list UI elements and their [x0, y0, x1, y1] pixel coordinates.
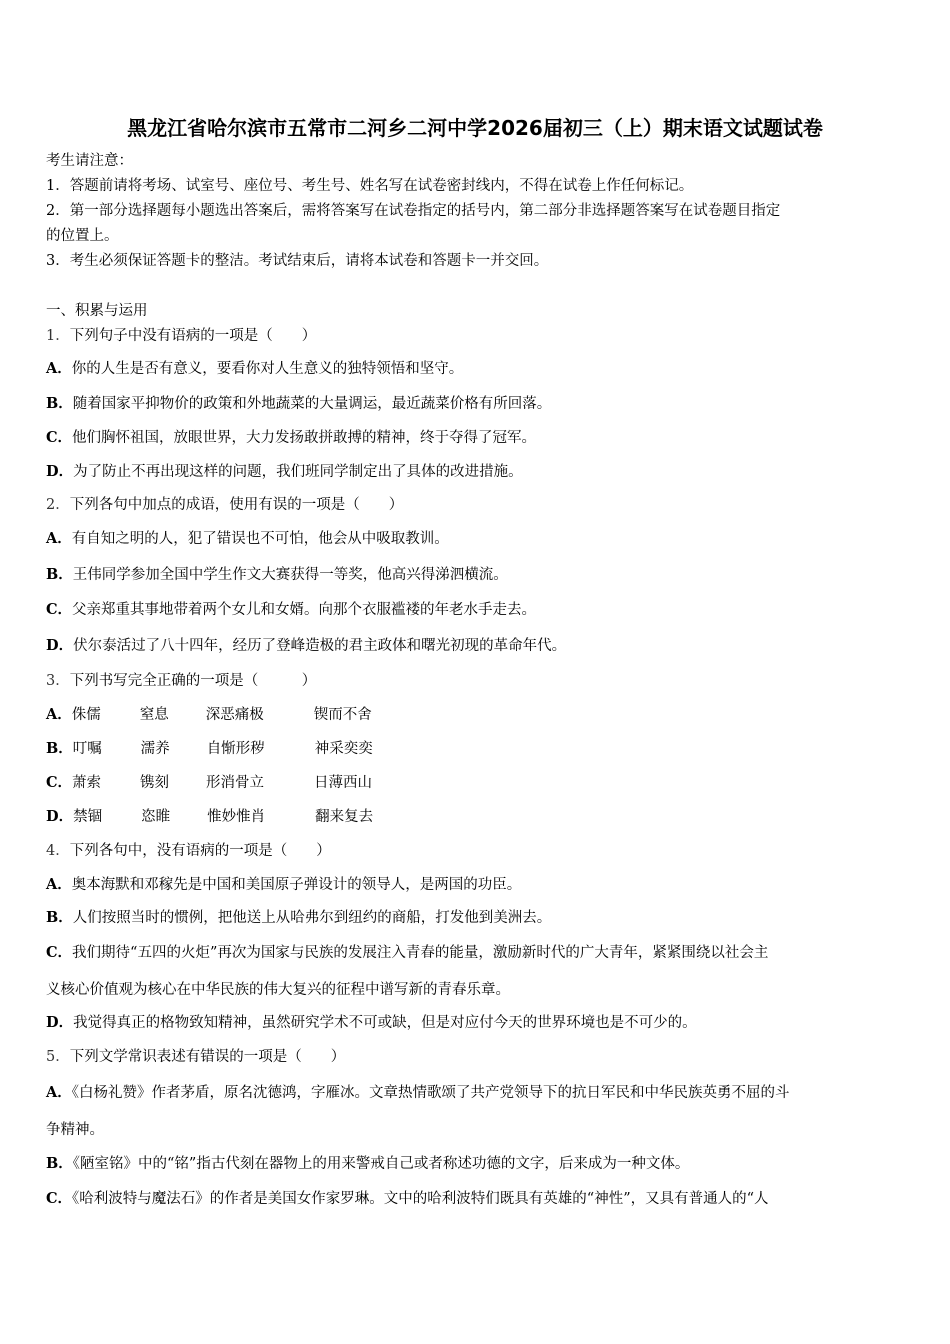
option-label: B． — [46, 909, 73, 926]
word-1: 萧索 — [72, 775, 102, 791]
word-4: 神采奕奕 — [314, 741, 373, 757]
option-text: 他们胸怀祖国，放眼世界，大力发扬敢拼敢搏的精神，终于夺得了冠军。 — [72, 430, 537, 446]
option-label: C． — [46, 774, 73, 791]
option-label: B． — [46, 395, 73, 412]
option-label: D． — [46, 808, 74, 825]
option-text: 争精神。 — [46, 1122, 104, 1138]
option-text: 王伟同学参加全国中学生作文大赛获得一等奖，他高兴得涕泗横流。 — [72, 567, 508, 583]
question-4-stem — [46, 841, 331, 861]
option-row — [46, 462, 523, 482]
question-3-stem — [46, 671, 316, 691]
option-row — [46, 529, 449, 549]
word-4: 日薄西山 — [314, 775, 373, 791]
option-row — [46, 1013, 697, 1033]
word-2: 镌刻 — [140, 775, 170, 791]
question-1-stem — [46, 326, 316, 346]
option-text: 随着国家平抑物价的政策和外地蔬菜的大量调运，最近蔬菜价格有所回落。 — [72, 396, 552, 412]
option-text: 人们按照当时的惯例，把他送上从哈弗尔到纽约的商船，打发他到美洲去。 — [72, 910, 552, 926]
option-label: D． — [46, 637, 74, 654]
question-number: 5． — [46, 1049, 70, 1065]
question-5-stem — [46, 1047, 345, 1067]
word-3: 自惭形秽 — [206, 741, 265, 757]
option-label: C． — [46, 429, 73, 446]
word-4: 翻来复去 — [315, 809, 374, 825]
option-row — [46, 739, 373, 759]
option-label: B． — [46, 1155, 73, 1172]
question-number: 4． — [46, 843, 70, 859]
notice-heading: 考生请注意： — [46, 153, 133, 169]
option-row — [46, 875, 521, 895]
option-label: C． — [46, 1190, 73, 1207]
word-1: 侏儒 — [71, 707, 101, 723]
option-row — [46, 428, 536, 448]
word-2: 窒息 — [139, 707, 169, 723]
option-label: D． — [46, 1014, 74, 1031]
question-stem: 下列各句中加点的成语，使用有误的一项是（ ） — [69, 497, 404, 513]
option-row — [46, 773, 372, 793]
word-4: 锲而不舍 — [313, 707, 372, 723]
word-2: 濡养 — [140, 741, 170, 757]
option-text: 《陋室铭》中的“铭”指古代刻在器物上的用来警戒自己或者称述功德的文字，后来成为一种文体。 — [72, 1156, 690, 1172]
notice-item: 1．答题前请将考场、试室号、座位号、考生号、姓名写在试卷密封线内，不得在试卷上作任何标记。 — [46, 178, 694, 194]
section-heading: 一、积累与运用 — [46, 303, 148, 319]
option-label: A． — [46, 530, 72, 547]
question-stem: 下列文学常识表述有错误的一项是（ ） — [69, 1049, 346, 1065]
option-row — [46, 1154, 689, 1174]
option-row — [46, 636, 566, 656]
word-3: 形消骨立 — [206, 775, 265, 791]
option-row — [46, 394, 551, 414]
option-text: 《哈利波特与魔法石》的作者是美国女作家罗琳。文中的哈利波特们既具有英雄的“神性”，又具有普通人的“人 — [72, 1191, 769, 1207]
word-1: 禁锢 — [73, 809, 103, 825]
option-row — [46, 908, 551, 928]
option-row — [46, 359, 463, 379]
word-1: 叮嘱 — [72, 741, 102, 757]
option-text: 奥本海默和邓稼先是中国和美国原子弹设计的领导人，是两国的功臣。 — [71, 877, 522, 893]
notice-item: 2．第一部分选择题每小题选出答案后，需将答案写在试卷指定的括号内，第二部分非选择题答案写在试卷题目指定 — [46, 203, 781, 219]
option-label: A． — [46, 706, 72, 723]
option-row — [46, 565, 508, 585]
option-row — [46, 1189, 769, 1209]
option-text: 我觉得真正的格物致知精神，虽然研究学术不可或缺，但是对应付今天的世界环境也是不可少的。 — [73, 1015, 697, 1031]
question-number: 2． — [46, 497, 70, 513]
option-label: C． — [46, 601, 73, 618]
question-2-stem — [46, 495, 403, 515]
question-number: 1． — [46, 328, 70, 344]
question-stem: 下列句子中没有语病的一项是（ ） — [69, 328, 317, 344]
option-continuation — [46, 980, 510, 1000]
option-label: B． — [46, 740, 73, 757]
option-text: 父亲郑重其事地带着两个女儿和女婿。向那个衣服褴褛的年老水手走去。 — [72, 602, 537, 618]
option-row — [46, 705, 372, 725]
question-number: 3． — [46, 673, 70, 689]
option-row — [46, 600, 536, 620]
page-title: 黑龙江省哈尔滨市五常市二河乡二河中学2026届初三（上）期末语文试题试卷 — [127, 116, 823, 140]
option-row — [46, 1083, 790, 1103]
option-label: B． — [46, 566, 73, 583]
option-text: 《白杨礼赞》作者茅盾，原名沈德鸿，字雁冰。文章热情歌颂了共产党领导下的抗日军民和中华民族英勇不屈的斗 — [71, 1085, 790, 1101]
option-label: C． — [46, 944, 73, 961]
notice-item: 的位置上。 — [46, 228, 119, 244]
option-row — [46, 943, 768, 963]
notice-item: 3．考生必须保证答题卡的整洁。考试结束后，请将本试卷和答题卡一并交回。 — [46, 253, 549, 269]
option-text: 为了防止不再出现这样的问题，我们班同学制定出了具体的改进措施。 — [73, 464, 523, 480]
word-3: 深恶痛极 — [205, 707, 264, 723]
option-continuation — [46, 1120, 104, 1140]
option-text: 你的人生是否有意义，要看你对人生意义的独特领悟和坚守。 — [71, 361, 464, 377]
option-label: A． — [46, 360, 72, 377]
option-label: A． — [46, 1084, 72, 1101]
question-stem: 下列书写完全正确的一项是（ ） — [69, 673, 317, 689]
option-text: 我们期待“五四的火炬”再次为国家与民族的发展注入青春的能量，激励新时代的广大青年，紧紧围绕以社会主 — [72, 945, 769, 961]
word-3: 惟妙惟肖 — [207, 809, 266, 825]
word-2: 恣睢 — [141, 809, 171, 825]
option-text: 义核心价值观为核心在中华民族的伟大复兴的征程中谱写新的青春乐章。 — [46, 982, 510, 998]
question-stem: 下列各句中，没有语病的一项是（ ） — [69, 843, 331, 859]
option-text: 伏尔泰活过了八十四年，经历了登峰造极的君主政体和曙光初现的革命年代。 — [73, 638, 567, 654]
option-text: 有自知之明的人，犯了错误也不可怕，他会从中吸取教训。 — [71, 531, 449, 547]
option-label: A． — [46, 876, 72, 893]
option-label: D． — [46, 463, 74, 480]
option-row — [46, 807, 373, 827]
